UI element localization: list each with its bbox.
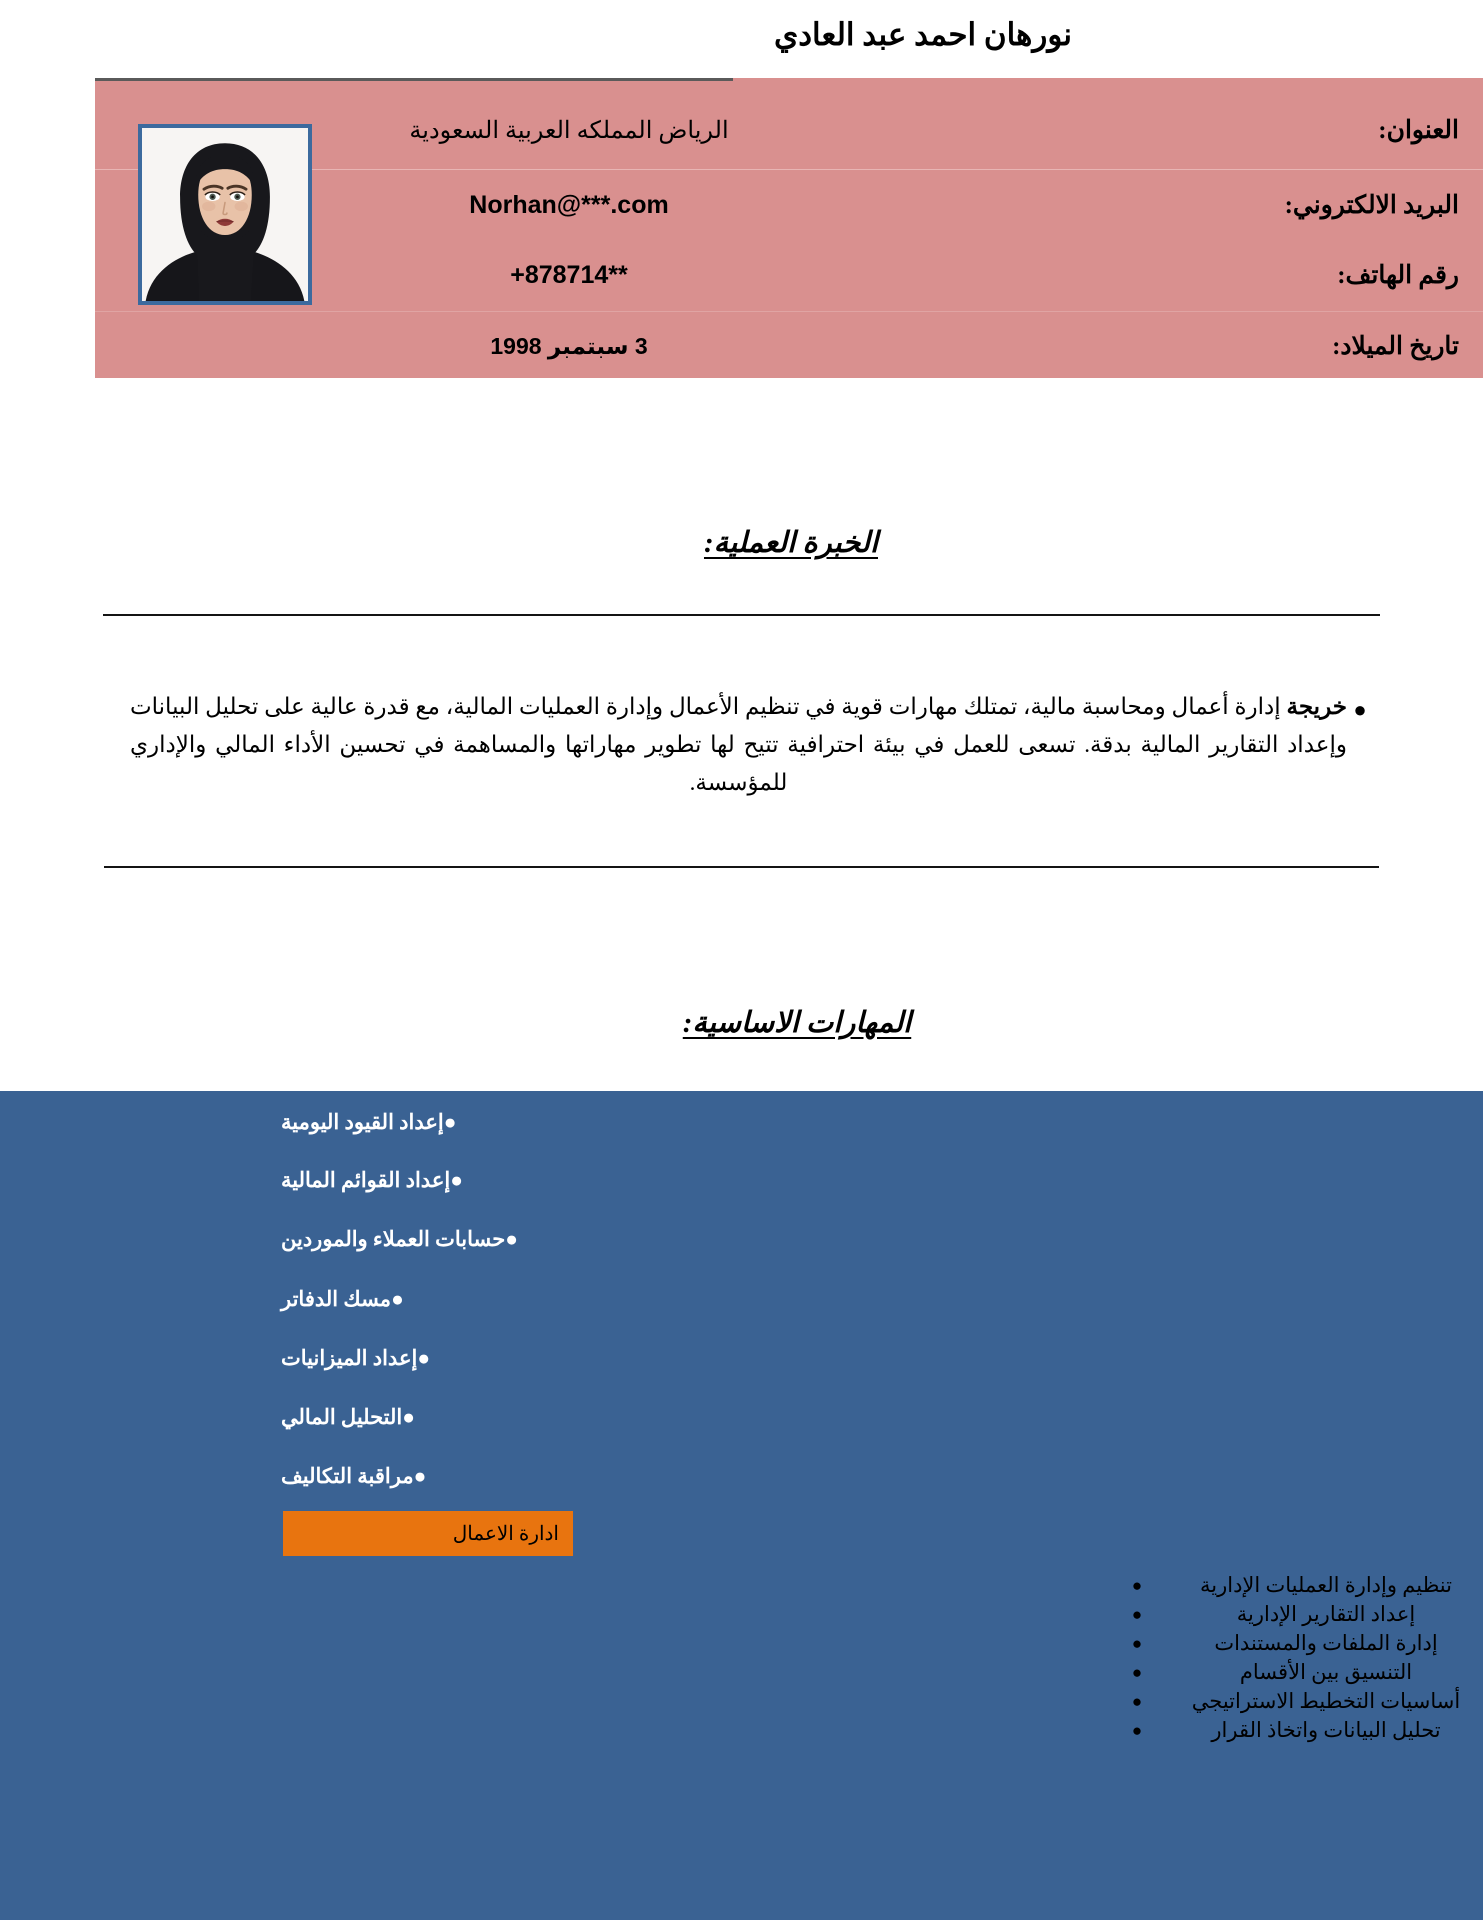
experience-lead: خريجة: [1286, 694, 1347, 719]
highlighted-skill-label: ادارة الاعمال: [452, 1523, 559, 1545]
list-item: [1120, 1600, 1480, 1629]
skill-bullet-icon: ●: [450, 1168, 463, 1192]
skill-item: [0, 1405, 1483, 1430]
contact-label-phone: رقم الهاتف:: [1337, 262, 1459, 289]
skill-bullet-icon: ●: [443, 1110, 457, 1134]
skill-item: [0, 1168, 1483, 1193]
skill-bullet-icon: ●: [391, 1287, 404, 1311]
experience-bullet-icon: ●: [1353, 697, 1367, 722]
portrait-illustration: [142, 128, 308, 301]
contact-card: [95, 78, 1483, 378]
list-item: [1120, 1658, 1480, 1687]
section-heading-experience: الخبرة العملية:: [703, 527, 878, 559]
admin-skills-list: [1120, 1571, 1480, 1745]
skill-bullet-icon: ●: [417, 1346, 430, 1370]
admin-skill-label: تحليل البيانات واتخاذ القرار: [1211, 1718, 1441, 1742]
skill-bullet-icon: ●: [402, 1405, 415, 1429]
list-item: [1120, 1571, 1480, 1600]
experience-entry: [130, 688, 1373, 803]
admin-bullet-icon: ●: [1131, 1634, 1143, 1653]
skill-label: إعداد القيود اليومية: [281, 1110, 444, 1134]
skill-item: [0, 1227, 1483, 1252]
admin-bullet-icon: ●: [1131, 1576, 1143, 1595]
experience-body: إدارة أعمال ومحاسبة مالية، تمتلك مهارات قوية في تنظيم الأعمال وإدارة العمليات المالية، مع قدرة عالية على تحليل البيانات وإعداد التقارير المالية بدقة. تسعى للعمل في بيئة احترافية تتيح لها تطوير مهاراتها والمساهمة في تحسين الأداء المالي والإداري للمؤسسة.: [130, 694, 1347, 796]
contact-card-top-accent: [733, 78, 1483, 81]
admin-bullet-icon: ●: [1131, 1605, 1143, 1624]
list-item: [1120, 1629, 1480, 1658]
highlighted-skill-business-administration: [283, 1511, 573, 1556]
list-item: [1120, 1687, 1480, 1716]
admin-bullet-icon: ●: [1131, 1692, 1143, 1711]
contact-label-address: العنوان:: [1378, 117, 1459, 144]
page-title: نورهان احمد عبد العادي: [773, 17, 1073, 52]
contact-label-birthdate: تاريخ الميلاد:: [1332, 333, 1459, 360]
admin-skill-label: أساسيات التخطيط الاستراتيجي: [1191, 1689, 1461, 1713]
skill-item: [0, 1464, 1483, 1489]
skill-label: إعداد الميزانيات: [281, 1346, 418, 1370]
skills-panel: [0, 1091, 1483, 1920]
skill-item: [0, 1346, 1483, 1371]
contact-value-address: الرياض المملكه العربية السعودية: [409, 117, 729, 144]
contact-row-birthdate: [95, 311, 1483, 380]
skill-label: مراقبة التكاليف: [281, 1464, 414, 1488]
skill-label: التحليل المالي: [281, 1405, 403, 1429]
experience-paragraph: [130, 688, 1347, 803]
contact-value-phone[interactable]: +878714**: [510, 260, 628, 289]
skill-item: [0, 1110, 1483, 1135]
skill-label: مسك الدفاتر: [281, 1287, 392, 1311]
admin-skill-label: تنظيم وإدارة العمليات الإدارية: [1200, 1573, 1452, 1597]
list-item: [1120, 1716, 1480, 1745]
experience-divider-bottom: [104, 866, 1379, 868]
skill-bullet-icon: ●: [413, 1464, 427, 1488]
contact-label-email: البريد الالكتروني:: [1284, 192, 1459, 219]
contact-value-email[interactable]: Norhan@***.com: [469, 190, 669, 219]
name-header: [423, 16, 1423, 53]
profile-photo: [138, 124, 312, 305]
admin-skill-label: التنسيق بين الأقسام: [1239, 1660, 1413, 1684]
skill-bullet-icon: ●: [505, 1227, 518, 1251]
skill-label: حسابات العملاء والموردين: [281, 1227, 506, 1251]
admin-bullet-icon: ●: [1131, 1721, 1143, 1740]
skill-label: إعداد القوائم المالية: [281, 1168, 451, 1192]
admin-skill-label: إعداد التقارير الإدارية: [1236, 1602, 1416, 1626]
admin-skill-label: إدارة الملفات والمستندات: [1214, 1631, 1438, 1655]
contact-value-birthdate: 3 سبتمبر 1998: [490, 332, 648, 359]
experience-divider-top: [103, 614, 1380, 616]
admin-bullet-icon: ●: [1131, 1663, 1143, 1682]
section-heading-skills: المهارات الاساسية:: [682, 1007, 912, 1039]
skill-item: [0, 1287, 1483, 1312]
